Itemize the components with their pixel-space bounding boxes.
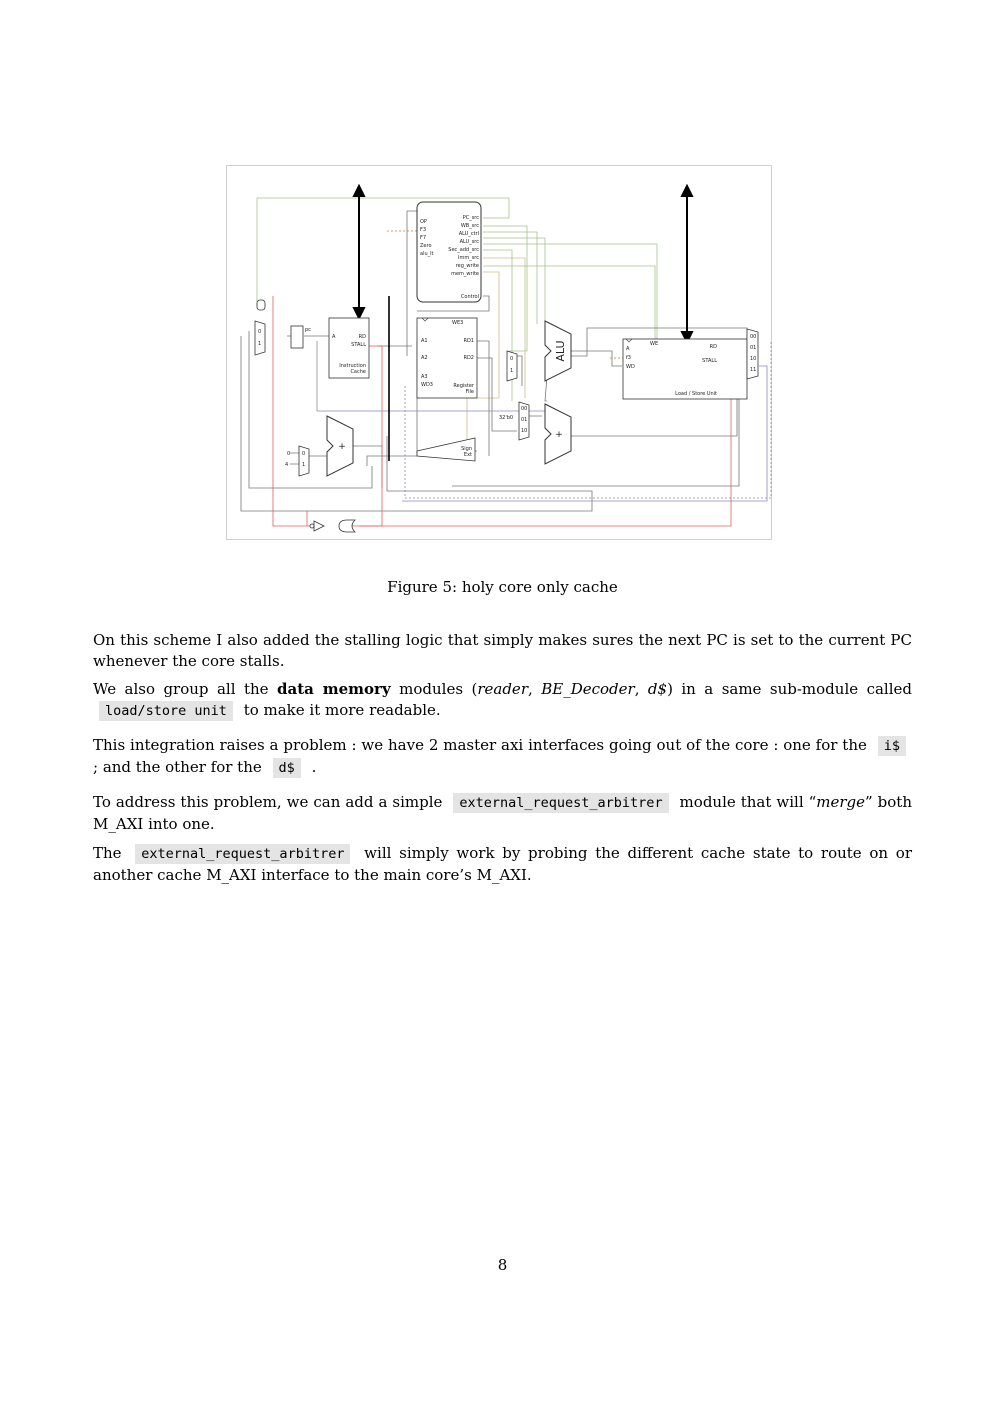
p5-text-1: The <box>93 844 130 862</box>
code-external-request-arbitrer-2: external_request_arbitrer <box>135 844 350 864</box>
lsu-rd-port: RD <box>709 344 717 350</box>
p4-text-3: ” both M_AXI into one. <box>93 793 912 833</box>
icache-stall-port: STALL <box>351 342 366 348</box>
p5-text-2: will simply work by probing the different cache state to route on or another cache M_AXI interface to the main core’s M_AXI. <box>93 844 913 884</box>
paragraph-load-store-unit <box>93 679 912 722</box>
control-output-wb-src: WB_src <box>460 223 479 229</box>
rf-we3-port: WE3 <box>452 320 464 326</box>
p2-text-3: , <box>527 680 542 698</box>
rf-a3-port: A3 <box>421 374 428 380</box>
code-dcache: d$ <box>273 758 301 778</box>
code-external-request-arbitrer: external_request_arbitrer <box>453 793 668 813</box>
rf-a1-port: A1 <box>421 338 428 344</box>
icache-name-line2: Cache <box>350 369 366 375</box>
code-load-store-unit: load/store unit <box>99 701 233 721</box>
p2-text-1: We also group all the <box>93 680 277 698</box>
sign-ext-line1: Sign <box>461 446 472 452</box>
p2-text-6: to make it more readable. <box>238 701 441 719</box>
control-input-alu-lt: alu_lt <box>420 251 434 257</box>
paragraph-arbiter-operation <box>93 843 912 886</box>
control-output-reg-write: reg_write <box>455 263 479 269</box>
lsu-we-port: WE <box>650 341 659 347</box>
p2-text-5: ) in a same sub-module called <box>667 680 912 698</box>
icache-a-port: A <box>332 334 336 340</box>
lsu-wd-port: WD <box>626 364 635 370</box>
lsu-name: Load / Store Unit <box>675 391 717 397</box>
sign-ext-line2: Ext <box>463 452 472 458</box>
wb-mux-01: 01 <box>750 345 757 351</box>
control-input-op: OP <box>420 219 427 225</box>
rf-wd3-port: WD3 <box>421 382 433 388</box>
code-icache: i$ <box>878 736 906 756</box>
pc-inc-const-four: 4 <box>285 462 289 468</box>
rf-rd2-port: RD2 <box>463 355 474 361</box>
pc-inc-mux-0: 0 <box>302 451 306 457</box>
p2-text-4: , <box>634 680 648 698</box>
p4-text-1: To address this problem, we can add a simple <box>93 793 448 811</box>
sec-mux-10: 10 <box>521 428 528 434</box>
p2-italic-reader: reader <box>477 680 528 698</box>
control-output-pc-src: PC_src <box>462 215 479 221</box>
const-zero-label: 32'b0 <box>499 415 514 421</box>
rf-a2-port: A2 <box>421 355 428 361</box>
control-output-alu-ctrl: ALU_ctrl <box>458 231 479 237</box>
inverter-gate-icon <box>314 521 324 531</box>
control-input-f7: F7 <box>420 235 427 241</box>
control-output-mem-write: mem_write <box>451 271 479 277</box>
pc-inc-mux-const0: 0 <box>287 451 291 457</box>
alu-label: ALU <box>554 340 567 362</box>
control-input-zero: Zero <box>420 243 432 249</box>
figure-caption: Figure 5: holy core only cache <box>387 578 618 596</box>
p4-text-2: module that will “ <box>674 793 817 811</box>
pc-mux-0: 0 <box>258 329 262 335</box>
paragraph-stalling-logic: On this scheme I also added the stalling logic that simply makes sures the next PC is set to the current PC whenever the core stalls. <box>93 631 912 670</box>
page-number: 8 <box>497 1256 508 1274</box>
pc-label: pc <box>305 327 311 333</box>
control-output-alu-src: ALU_src <box>459 239 479 245</box>
icache-name-line1: Instruction <box>339 363 366 369</box>
control-output-imm-src: Imm_src <box>457 255 479 261</box>
lsu-a-port: A <box>626 346 630 352</box>
sec-mux-01: 01 <box>521 417 528 423</box>
rf-name-line2: File <box>465 389 474 395</box>
pc-adder-plus: + <box>338 442 346 452</box>
rf-rd1-port: RD1 <box>463 338 474 344</box>
second-adder-plus: + <box>555 430 563 440</box>
wb-mux-11: 11 <box>750 367 757 373</box>
wb-mux-10: 10 <box>750 356 757 362</box>
control-input-f3: F3 <box>420 227 427 233</box>
p2-italic-dcache: d$ <box>647 680 668 698</box>
icache-rd-port: RD <box>358 334 366 340</box>
control-label: Control <box>460 294 479 300</box>
p4-italic-merge: merge <box>816 793 866 811</box>
p3-text-2: ; and the other for the <box>93 758 267 776</box>
lsu-f3-port: f3 <box>626 355 631 361</box>
figure-5-frame <box>226 165 772 540</box>
pc-mux-1: 1 <box>258 341 262 347</box>
p2-bold-data-memory: data memory <box>277 680 391 698</box>
p3-text-3: . <box>306 758 317 776</box>
sec-mux-00: 00 <box>521 406 528 412</box>
pc-inc-mux-1: 1 <box>302 462 306 468</box>
alu-src-mux-1: 1 <box>510 368 514 374</box>
p2-text-2: modules ( <box>390 680 478 698</box>
wb-mux-00: 00 <box>750 334 757 340</box>
alu-src-mux-0: 0 <box>510 356 514 362</box>
lsu-stall-port: STALL <box>702 358 717 364</box>
p2-italic-be-decoder: BE_Decoder <box>541 680 635 698</box>
control-output-sec-add-src: Sec_add_src <box>448 247 479 253</box>
cpu-schematic-diagram <box>227 166 773 541</box>
paragraph-axi-problem <box>93 735 912 779</box>
p3-text-1: This integration raises a problem : we have 2 master axi interfaces going out of the core : one for the <box>93 736 872 754</box>
rf-name-line1: Register <box>453 383 474 389</box>
paragraph-arbiter-solution <box>93 792 912 835</box>
